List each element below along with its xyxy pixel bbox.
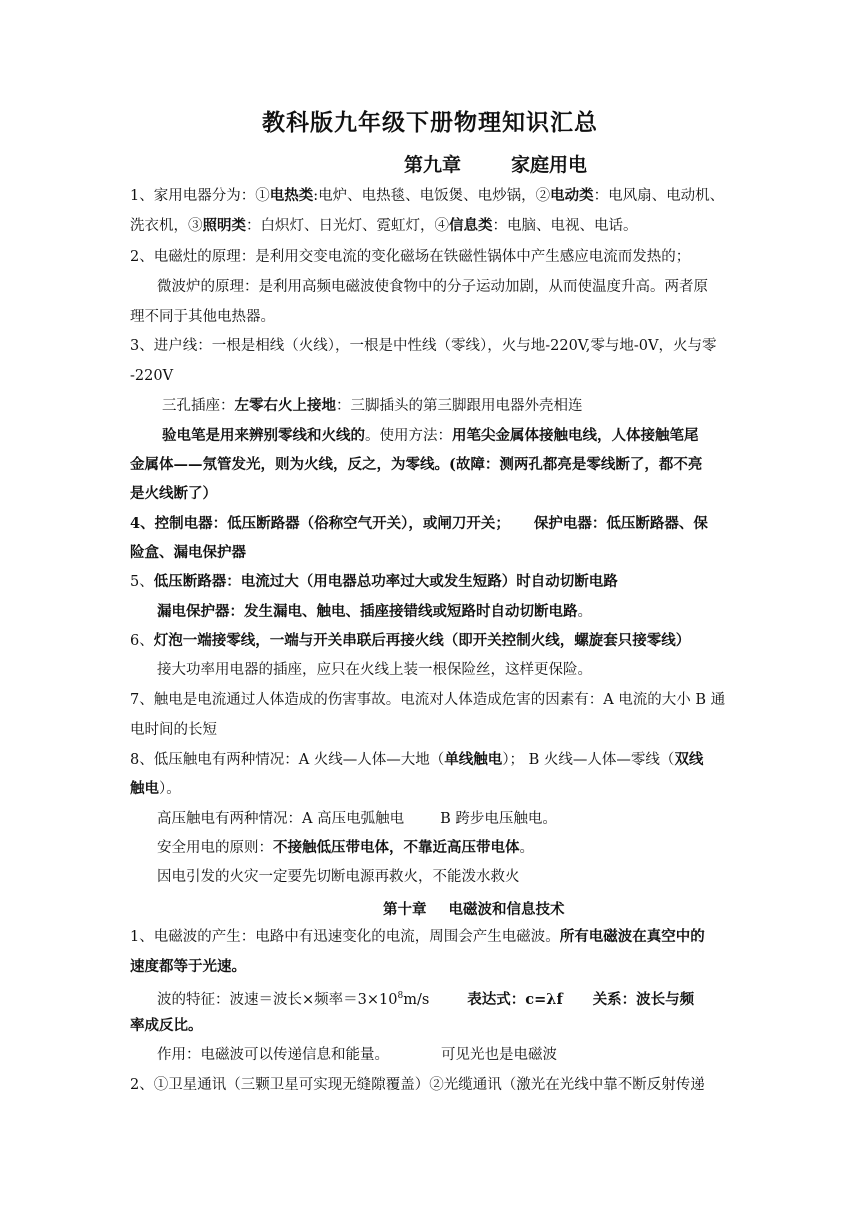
paragraph-line-20: 8、低压触电有两种情况：A 火线—人体—大地（单线触电）； B 火线—人体—零线（双线 — [130, 751, 704, 768]
chapter-9-name: 家庭用电 — [511, 154, 588, 176]
paragraph-line-6: 3、进户线：一根是相线（火线），一根是中性线（零线），火与地-220V,零与地-0V，火与零 — [130, 338, 717, 354]
chapter-10-number: 第十章 — [383, 902, 427, 918]
chapter-10-name: 电磁波和信息技术 — [448, 902, 565, 918]
paragraph-line-26: 速度都等于光速。 — [130, 958, 246, 975]
paragraph-line-28: 率成反比。 — [130, 1017, 203, 1034]
paragraph-line-1: 1、家用电器分为：①电热类:电炉、电热毯、电饭煲、电炒锅，②电动类：电风扇、电动机、 — [130, 187, 725, 204]
paragraph-line-15: 漏电保护器：发生漏电、触电、插座接错线或短路时自动切断电路。 — [157, 603, 592, 620]
paragraph-line-13: 险盒、漏电保护器 — [130, 544, 246, 561]
paragraph-line-9: 验电笔是用来辨别零线和火线的。使用方法：用笔尖金属体接触电线，人体接触笔尾 — [162, 427, 699, 444]
paragraph-line-18: 7、触电是电流通过人体造成的伤害事故。电流对人体造成危害的因素有：A 电流的大小 B 通 — [130, 692, 726, 708]
paragraph-line-23: 安全用电的原则：不接触低压带电体，不靠近高压带电体。 — [157, 839, 534, 856]
paragraph-line-12: 4、控制电器：低压断路器（俗称空气开关），或闸刀开关； 保护电器：低压断路器、保 — [130, 515, 708, 532]
paragraph-line-21: 触电）。 — [130, 780, 181, 797]
chapter-9-number: 第九章 — [404, 154, 462, 176]
document-title: 教科版九年级下册物理知识汇总 — [262, 110, 598, 136]
paragraph-line-19: 电时间的长短 — [130, 722, 217, 738]
paragraph-line-27: 波的特征：波速＝波长×频率$=3\times 10^8m/s$ 表达式：c=λf 关系：波长与频 — [157, 990, 695, 1008]
paragraph-line-22: 高压触电有两种情况：A 高压电弧触电 B 跨步电压触电。 — [157, 811, 557, 827]
paragraph-line-4: 微波炉的原理：是利用高频电磁波使食物中的分子运动加剧，从而使温度升高。两者原 — [157, 279, 708, 295]
paragraph-line-2: 洗衣机，③照明类：白炽灯、日光灯、霓虹灯，④信息类：电脑、电视、电话。 — [130, 217, 638, 234]
paragraph-line-17: 接大功率用电器的插座，应只在火线上装一根保险丝，这样更保险。 — [157, 662, 592, 678]
paragraph-line-7: -220V — [130, 368, 174, 384]
chapter-9-heading — [404, 150, 587, 177]
paragraph-line-30: 2、①卫星通讯（三颗卫星可实现无缝隙覆盖）②光缆通讯（激光在光线中靠不断反射传递 — [130, 1077, 705, 1093]
paragraph-line-10: 金属体——氖管发光，则为火线，反之，为零线。(故障：测两孔都亮是零线断了，都不亮 — [130, 456, 703, 473]
paragraph-line-16: 6、灯泡一端接零线，一端与开关串联后再接火线（即开关控制火线，螺旋套只接零线） — [130, 632, 691, 649]
paragraph-line-25: 1、电磁波的产生：电路中有迅速变化的电流，周围会产生电磁波。所有电磁波在真空中的 — [130, 928, 705, 945]
paragraph-line-8: 三孔插座：左零右火上接地：三脚插头的第三脚跟用电器外壳相连 — [162, 397, 583, 414]
paragraph-line-3: 2、电磁灶的原理：是利用交变电流的变化磁场在铁磁性锅体中产生感应电流而发热的； — [130, 249, 691, 265]
paragraph-line-5: 理不同于其他电热器。 — [130, 309, 275, 325]
paragraph-line-29: 作用：电磁波可以传递信息和能量。 可见光也是电磁波 — [157, 1047, 557, 1063]
paragraph-line-24: 因电引发的火灾一定要先切断电源再救火，不能泼水救火 — [157, 869, 520, 885]
paragraph-line-14: 5、低压断路器：电流过大（用电器总功率过大或发生短路）时自动切断电路 — [130, 573, 618, 590]
chapter-10-heading — [383, 898, 565, 919]
paragraph-line-11: 是火线断了） — [130, 485, 217, 502]
